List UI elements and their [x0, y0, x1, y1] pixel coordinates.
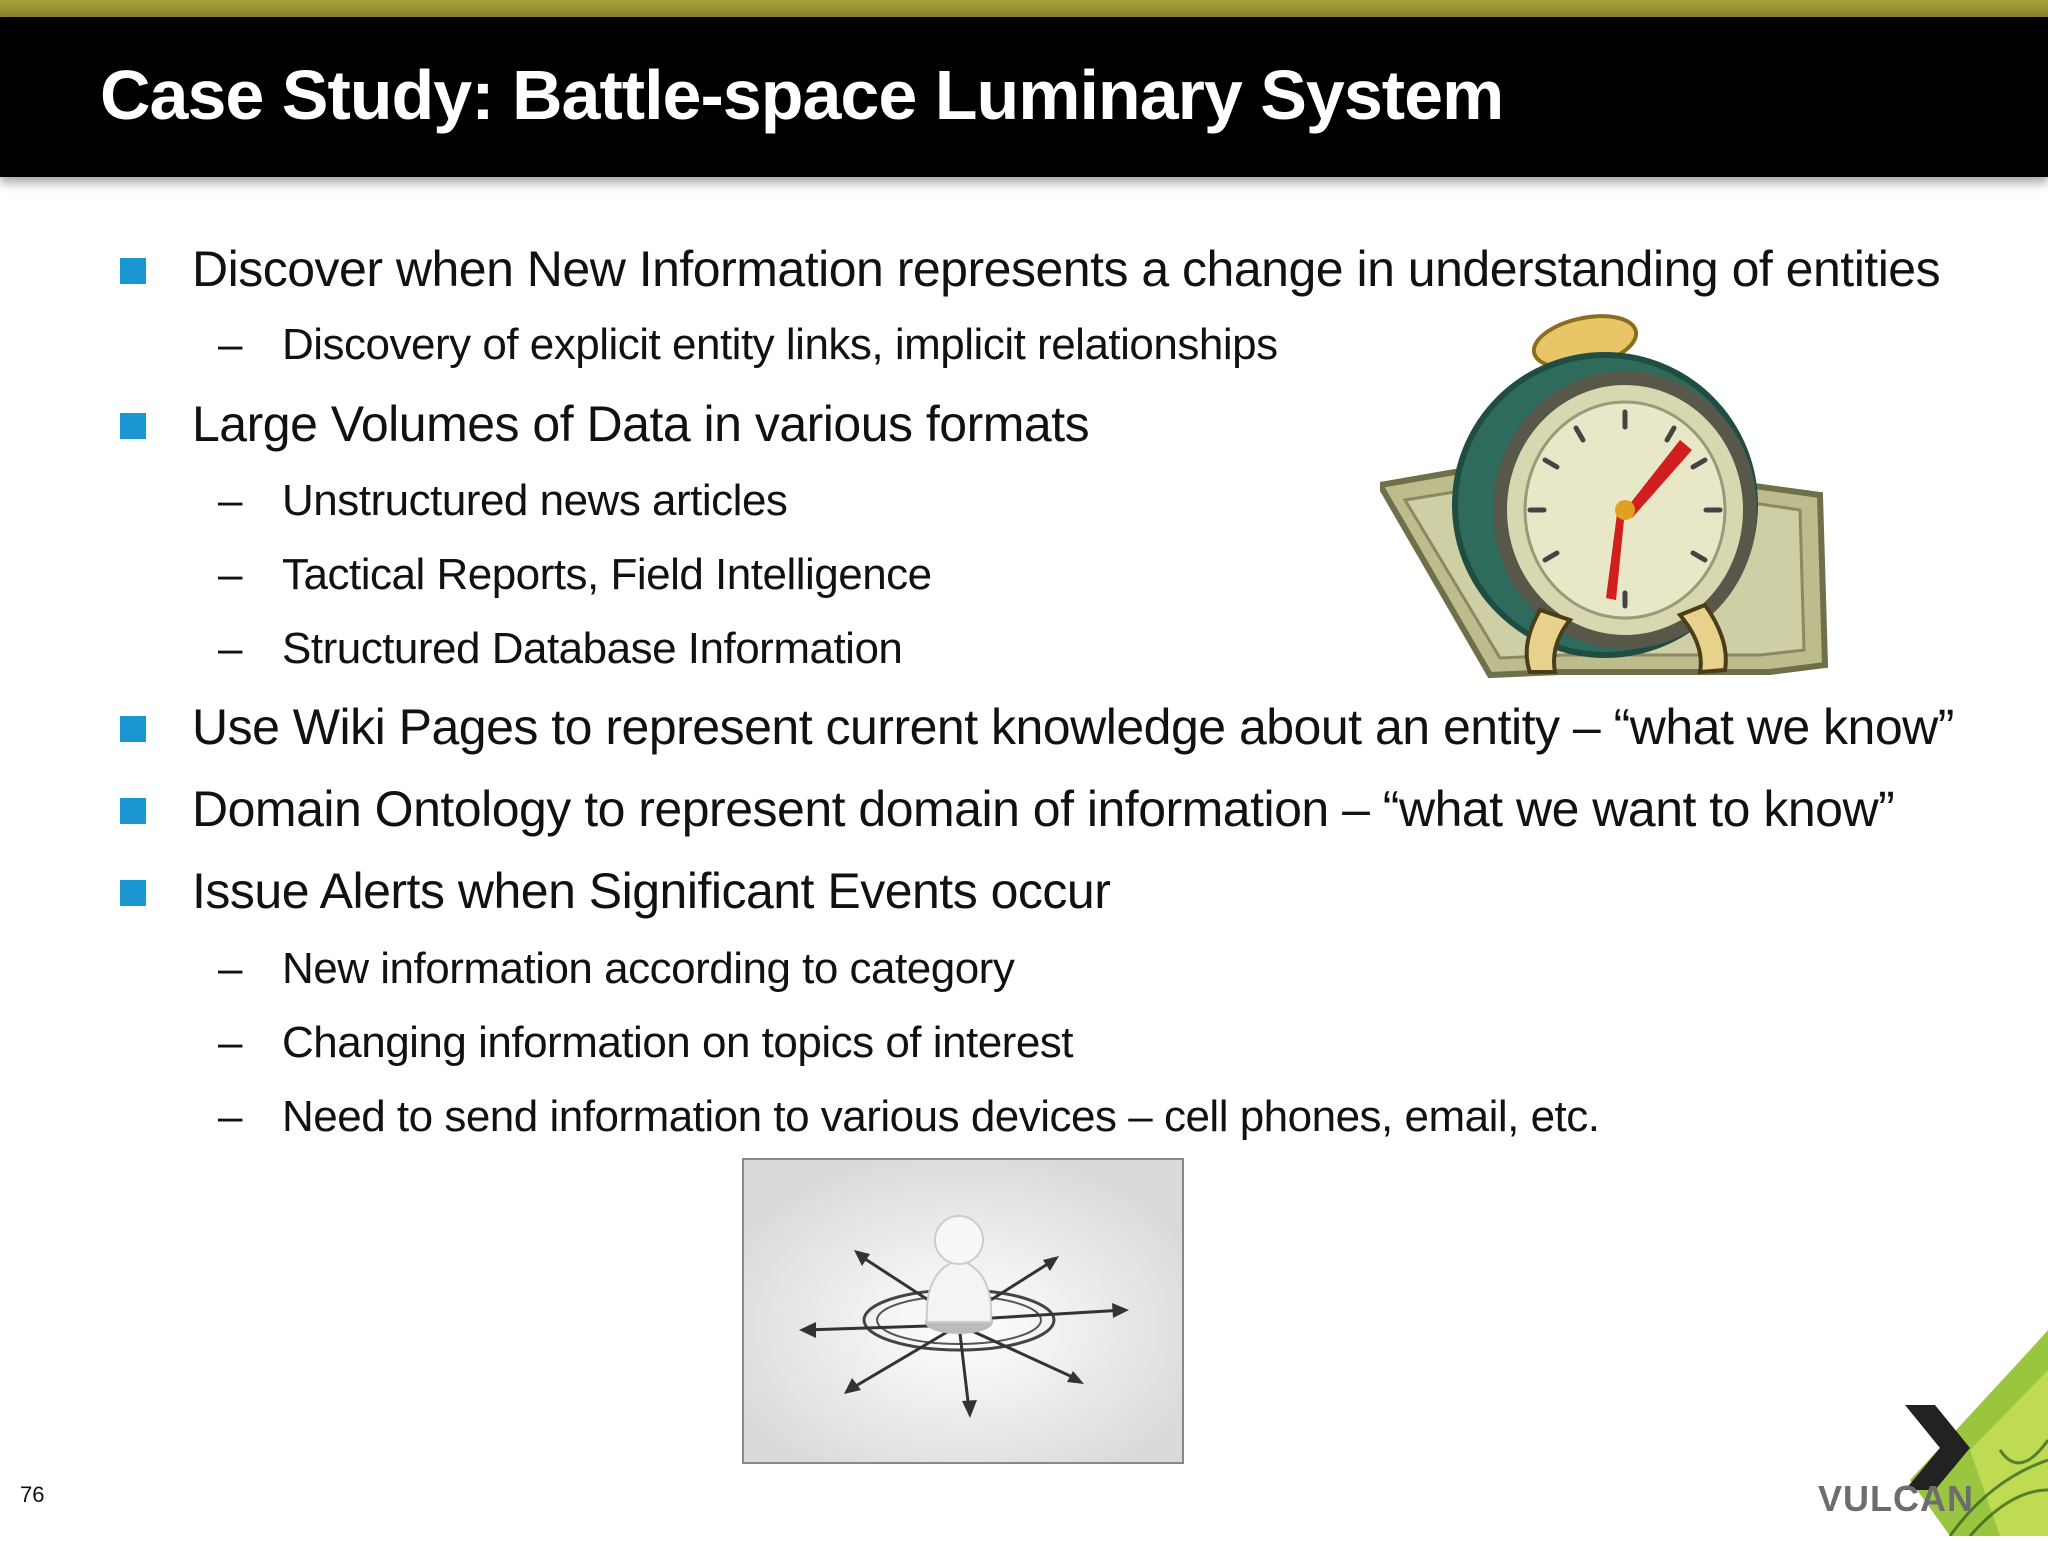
sub-bullet-text: Unstructured news articles	[282, 476, 788, 525]
sub-bullet-text: Structured Database Information	[282, 624, 903, 673]
alarm-clock-icon	[1380, 300, 1830, 700]
dash-bullet: –	[218, 1018, 243, 1067]
square-bullet-icon	[120, 258, 146, 284]
dash-bullet: –	[218, 624, 243, 673]
dash-bullet: –	[218, 550, 243, 599]
bullet-text: Domain Ontology to represent domain of information – “what we want to know”	[192, 781, 1895, 837]
bullet-text: Large Volumes of Data in various formats	[192, 396, 1090, 452]
bullet-text: Issue Alerts when Significant Events occur	[192, 863, 1111, 919]
sub-bullet-text: Discovery of explicit entity links, implicit relationships	[282, 320, 1278, 369]
dash-bullet: –	[218, 476, 243, 525]
sub-bullet-text: Changing information on topics of interest	[282, 1018, 1074, 1067]
dash-bullet: –	[218, 1092, 243, 1141]
dash-bullet: –	[218, 944, 243, 993]
square-bullet-icon	[120, 716, 146, 742]
sub-bullet-text: New information according to category	[282, 944, 1015, 993]
bullet-text: Use Wiki Pages to represent current knowledge about an entity – “what we know”	[192, 699, 1954, 755]
bullet-text: Discover when New Information represents a change in understanding of entities	[192, 241, 1941, 297]
sub-bullet-text: Need to send information to various devices – cell phones, email, etc.	[282, 1092, 1600, 1141]
square-bullet-icon	[120, 880, 146, 906]
sub-bullet-text: Tactical Reports, Field Intelligence	[282, 550, 932, 599]
dash-bullet: –	[218, 320, 243, 369]
page-number: 76	[20, 1482, 45, 1507]
slide-title: Case Study: Battle-space Luminary System	[100, 56, 1504, 134]
figure-with-arrows-icon	[742, 1158, 1184, 1464]
square-bullet-icon	[120, 413, 146, 439]
vulcan-logo-text: VULCAN	[1818, 1478, 1974, 1519]
square-bullet-icon	[120, 798, 146, 824]
